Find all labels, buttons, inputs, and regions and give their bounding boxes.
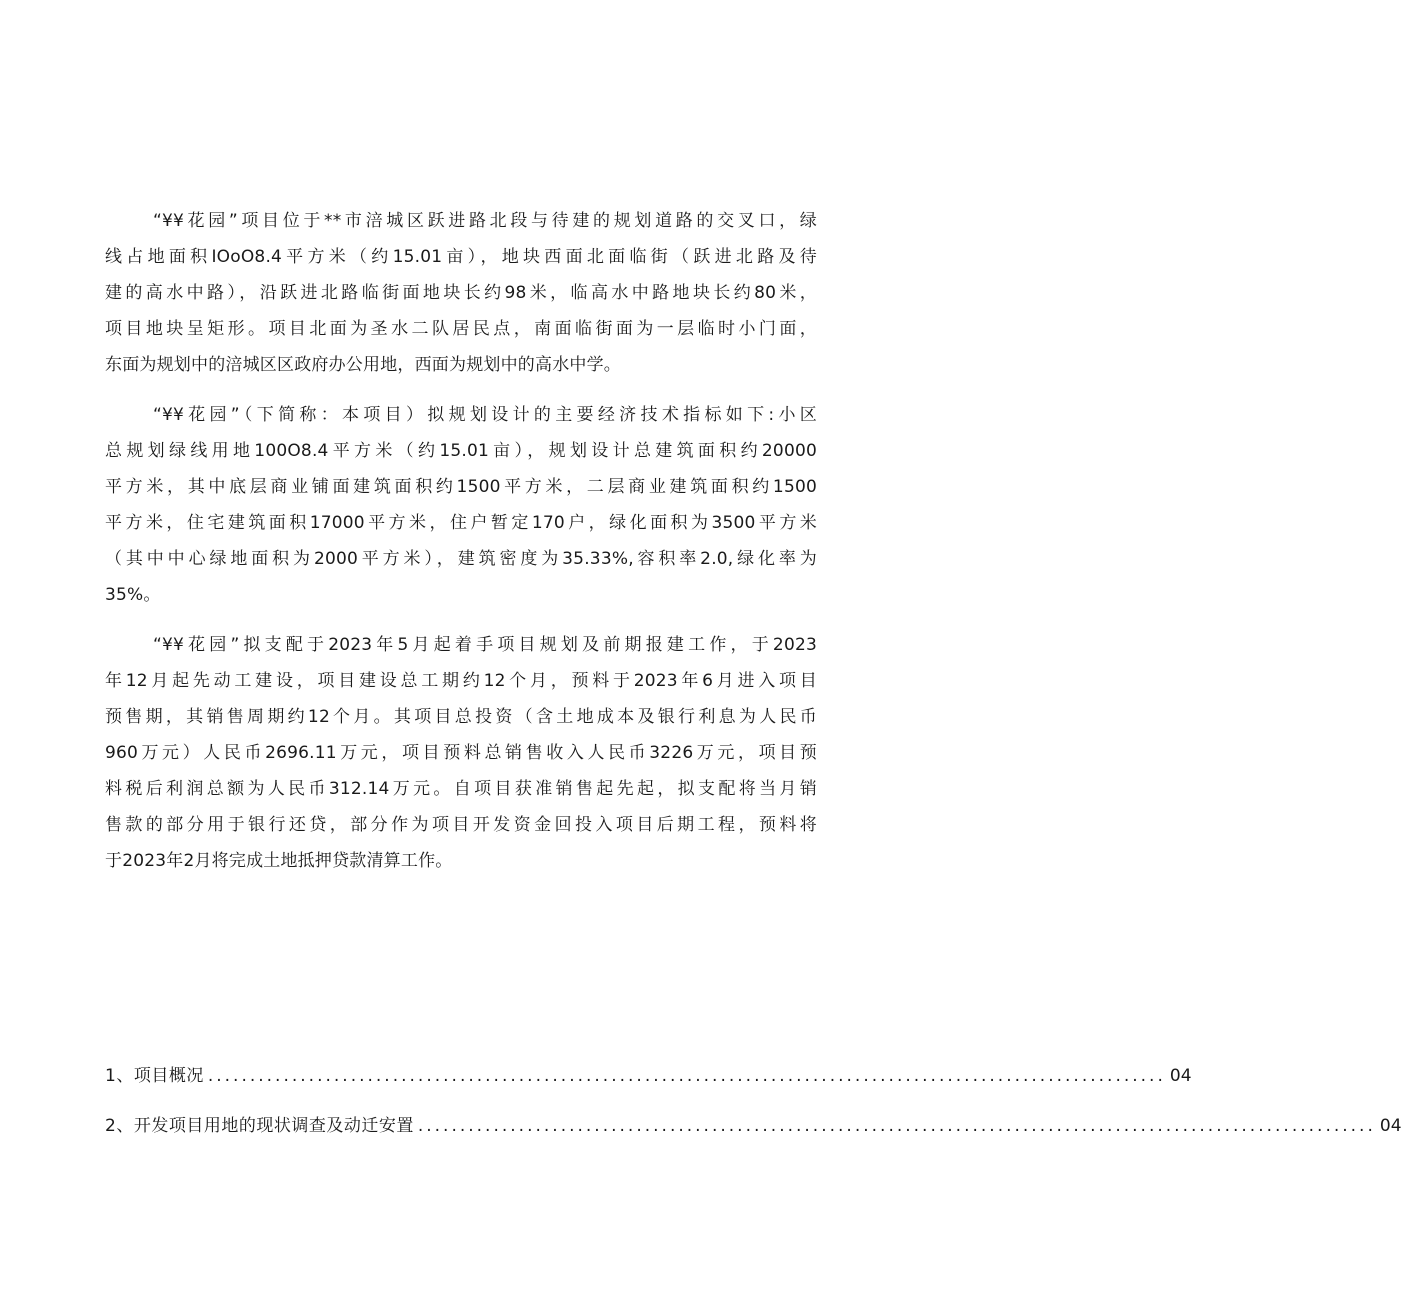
text-line: “¥¥花园”拟支配于2023年5月起着手项目规划及前期报建工作，于2023 (153, 635, 817, 655)
text-line: 35%。 (105, 585, 161, 605)
text-line: “¥¥花园”（下简称：本项目）拟规划设计的主要经济技术指标如下:小区 (153, 405, 817, 425)
table-of-contents (105, 1058, 1402, 1158)
text-line: 建的高水中路），沿跃进北路临街面地块长约98米，临高水中路地块长约80米， (105, 283, 817, 303)
text-line: “¥¥花园”项目位于**市涪城区跃进路北段与待建的规划道路的交叉口，绿 (153, 211, 817, 231)
text-line: 料税后利润总额为人民币312.14万元。自项目获准销售起先起，拟支配将当月销 (105, 779, 817, 799)
toc-entry-label: 2、开发项目用地的现状调查及动迁安置 (105, 1116, 414, 1136)
toc-page-number: 04 (1169, 1066, 1192, 1086)
paragraph-project-location (105, 203, 817, 383)
text-line: 线占地面积IOoO8.4平方米（约15.01亩），地块西面北面临街（跃进北路及待 (105, 247, 817, 267)
text-line: 总规划绿线用地100O8.4平方米（约15.01亩），规划设计总建筑面积约20000 (105, 441, 817, 461)
text-line: 960万元）人民币2696.11万元，项目预料总销售收入人民币3226万元，项目预 (105, 743, 817, 763)
toc-entry[interactable] (105, 1108, 1402, 1144)
text-line: 东面为规划中的涪城区区政府办公用地，西面为规划中的高水中学。 (105, 355, 621, 375)
toc-leader-dots: .................................................................................................................. (417, 1116, 1376, 1136)
text-line: 项目地块呈矩形。项目北面为圣水二队居民点，南面临街面为一层临时小门面， (105, 319, 817, 339)
text-line: （其中中心绿地面积为2000平方米），建筑密度为35.33%,容积率2.0,绿化率为 (105, 549, 817, 569)
paragraph-schedule-investment (105, 627, 817, 879)
text-line: 于2023年2月将完成土地抵押贷款清算工作。 (105, 851, 453, 871)
text-line: 年12月起先动工建设，项目建设总工期约12个月，预料于2023年6月进入项目 (105, 671, 817, 691)
body-text (105, 203, 817, 893)
text-line: 平方米，其中底层商业铺面建筑面积约1500平方米，二层商业建筑面积约1500 (105, 477, 817, 497)
text-line: 预售期，其销售周期约12个月。其项目总投资（含土地成本及银行利息为人民币 (105, 707, 817, 727)
text-line: 售款的部分用于银行还贷，部分作为项目开发资金回投入项目后期工程，预料将 (105, 815, 817, 835)
text-line: 平方米，住宅建筑面积17000平方米，住户暂定170户，绿化面积为3500平方米 (105, 513, 817, 533)
toc-entry-label: 1、项目概况 (105, 1066, 204, 1086)
toc-page-number: 04 (1379, 1116, 1402, 1136)
paragraph-technical-indicators (105, 397, 817, 613)
toc-entry[interactable] (105, 1058, 1192, 1094)
toc-leader-dots: .................................................................................................................. (207, 1066, 1166, 1086)
